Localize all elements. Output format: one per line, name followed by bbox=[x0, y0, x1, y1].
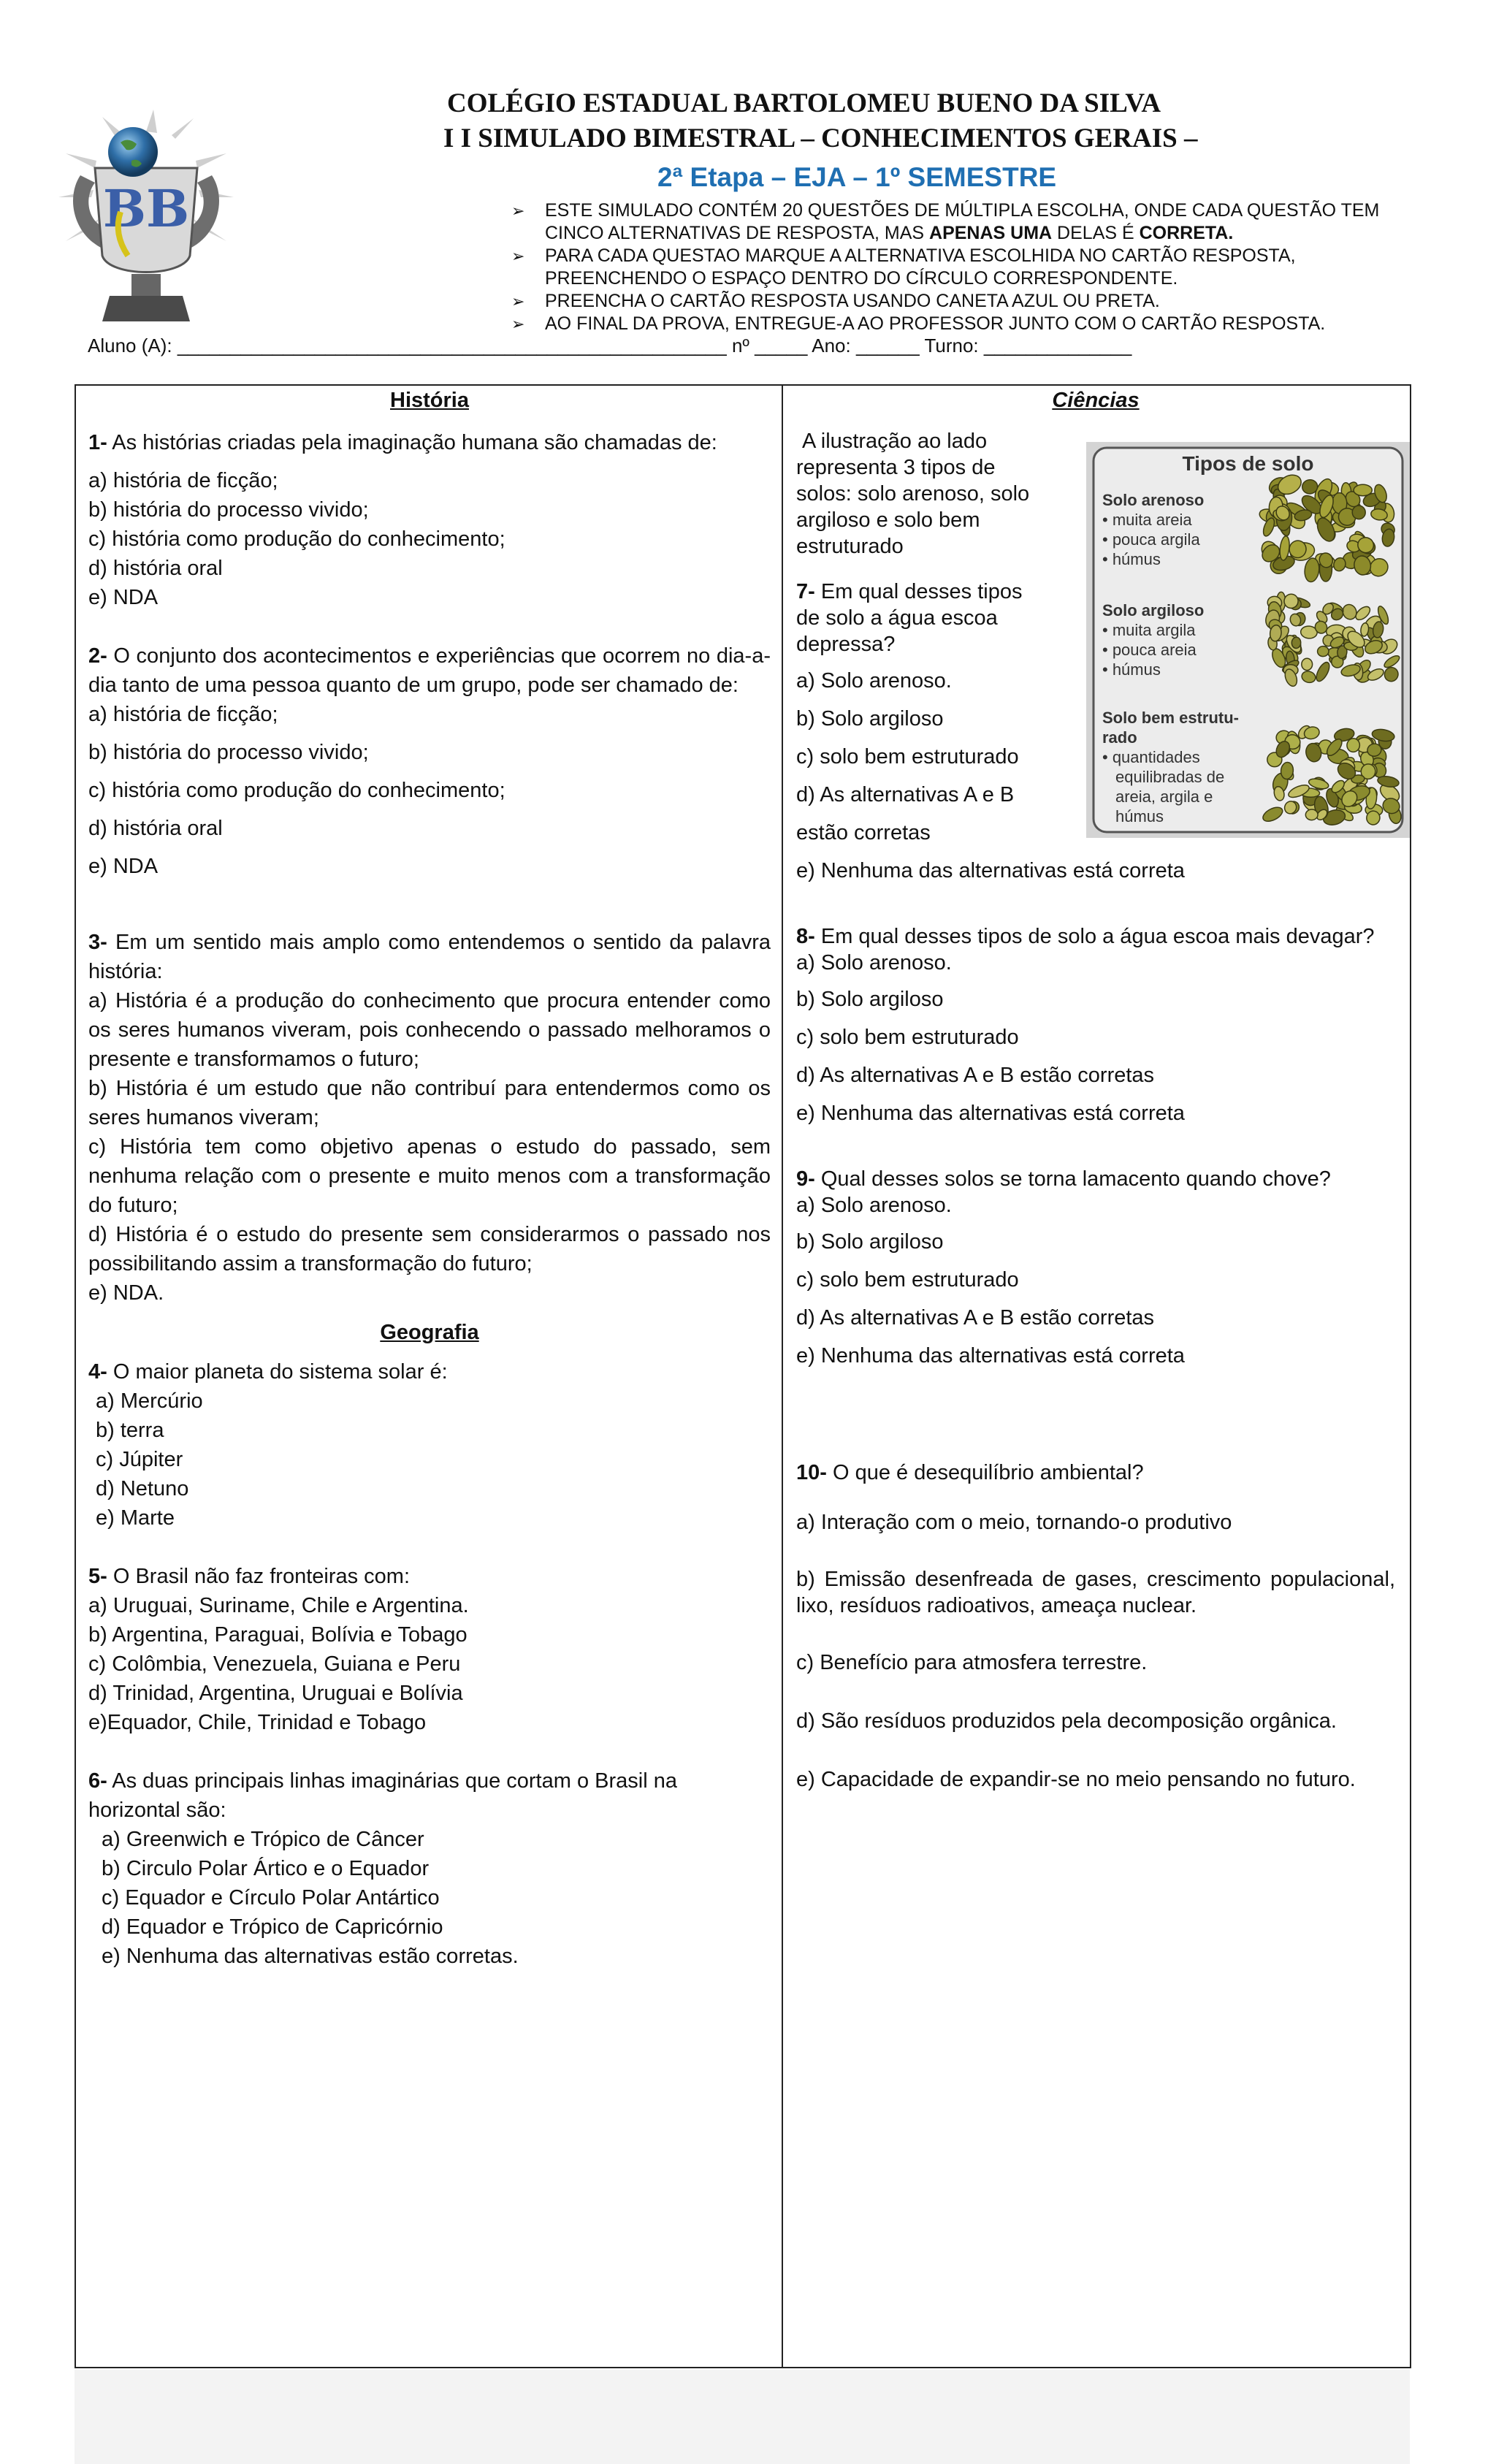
option[interactable]: a) Solo arenoso. bbox=[796, 951, 952, 974]
option[interactable]: b) Emissão desenfreada de gases, crescimento populacional, lixo, resíduos radioativos, ameaça nuclear. bbox=[796, 1568, 1395, 1617]
arrow-bullet-icon: ➢ bbox=[511, 247, 525, 265]
option[interactable]: b) história do processo vivido; bbox=[88, 498, 369, 522]
section-title-ciencias: Ciências bbox=[1052, 389, 1140, 412]
left-column bbox=[88, 386, 771, 1971]
question-2: 2- O conjunto dos acontecimentos e experiências que ocorrem no dia-a-dia tanto de uma pessoa quanto de um grupo, pode ser chamado de: a) história de ficção; b) história do processo vivido; c) história como produção do conhecimento; d) história oral e) NDA bbox=[88, 641, 771, 881]
option[interactable]: e) Nenhuma das alternativas está correta bbox=[796, 1344, 1185, 1368]
option[interactable]: a) Solo arenoso. bbox=[796, 1194, 952, 1217]
option[interactable]: d) As alternativas A e B bbox=[796, 783, 1015, 806]
school-name: COLÉGIO ESTADUAL BARTOLOMEU BUENO DA SILVA bbox=[447, 88, 1161, 118]
option[interactable]: e) Nenhuma das alternativas está correta bbox=[796, 1102, 1185, 1125]
option[interactable]: e) Marte bbox=[96, 1506, 175, 1530]
figure-intro: A ilustração ao lado representa 3 tipos de solos: solo arenoso, solo argiloso e solo bem estruturado bbox=[796, 430, 1030, 558]
option[interactable]: b) Solo argiloso bbox=[796, 707, 944, 731]
option[interactable]: b) Solo argiloso bbox=[796, 988, 944, 1011]
question-8: 8- Em qual desses tipos de solo a água escoa mais devagar? a) Solo arenoso. b) Solo argiloso c) solo bem estruturado d) As alternativas A e B estão corretas e) Nenhuma das alternativas está correta bbox=[796, 923, 1395, 1128]
soil-grain bbox=[1346, 738, 1360, 752]
option[interactable]: a) história de ficção; bbox=[88, 469, 278, 492]
question-10: 10- O que é desequilíbrio ambiental? a) Interação com o meio, tornando-o produtivo b) Emissão desenfreada de gases, crescimento populacional, lixo, resíduos radioativos, ameaça nuclear. c) Benefício para atmosfera terrestre. d) São resíduos produzidos pela decomposição orgânica. e) Capacidade de expandir-se no meio pensando no futuro. bbox=[796, 1458, 1395, 1794]
option[interactable]: a) Solo arenoso. bbox=[796, 669, 952, 693]
svg-text:BB: BB bbox=[102, 178, 190, 239]
option[interactable]: d) história oral bbox=[88, 557, 223, 580]
trophy-globe-icon bbox=[51, 110, 241, 329]
soil-grain bbox=[1302, 658, 1313, 670]
option[interactable]: d) História é o estudo do presente sem considerarmos o passado nos possibilitando assim a transformação do futuro; bbox=[88, 1223, 771, 1275]
question-3: 3- Em um sentido mais amplo como entendemos o sentido da palavra história: a) História é a produção do conhecimento que procura entender como os seres humanos viveram, pois conhecendo o passado melhoramos o presente e transformamos o futuro; b) História é um estudo que não contribuí para entendermos como os seres humanos viveram; c) História tem como objetivo apenas o estudo do passado, sem nenhuma relação com o presente e muito menos com a transformação do futuro; d) História é o estudo do presente sem considerarmos o passado nos possibilitando assim a transformação do futuro; e) NDA. bbox=[88, 928, 771, 1308]
option[interactable]: a) História é a produção do conhecimento que procura entender como os seres humanos viveram, pois conhecendo o passado melhoramos o presente e transformamos o futuro; bbox=[88, 989, 771, 1071]
soil-types-figure bbox=[1086, 442, 1410, 838]
section-title-geografia: Geografia bbox=[380, 1321, 479, 1344]
option[interactable]: c) Benefício para atmosfera terrestre. bbox=[796, 1651, 1148, 1674]
soil-grain bbox=[1317, 646, 1329, 657]
exam-title: I I SIMULADO BIMESTRAL – CONHECIMENTOS GERAIS – bbox=[443, 123, 1198, 153]
option[interactable]: e)Equador, Chile, Trinidad e Tobago bbox=[88, 1711, 427, 1734]
option[interactable]: e) Capacidade de expandir-se no meio pensando no futuro. bbox=[796, 1768, 1356, 1791]
option[interactable]: c) história como produção do conhecimento; bbox=[88, 779, 505, 802]
option[interactable]: a) Uruguai, Suriname, Chile e Argentina. bbox=[88, 1594, 469, 1617]
option[interactable]: e) NDA. bbox=[88, 1281, 164, 1305]
question-9: 9- Qual desses solos se torna lamacento quando chove? a) Solo arenoso. b) Solo argiloso c) solo bem estruturado d) As alternativas A e B estão corretas e) Nenhuma das alternativas está correta bbox=[796, 1166, 1395, 1370]
exam-stage: 2ª Etapa – EJA – 1º SEMESTRE bbox=[657, 162, 1057, 192]
option[interactable]: a) Mercúrio bbox=[96, 1389, 203, 1413]
option[interactable]: c) solo bem estruturado bbox=[796, 745, 1019, 768]
option[interactable]: b) Argentina, Paraguai, Bolívia e Tobago bbox=[88, 1623, 468, 1647]
option[interactable]: c) história como produção do conhecimento; bbox=[88, 527, 505, 551]
arrow-bullet-icon: ➢ bbox=[511, 315, 525, 333]
option[interactable]: e) NDA bbox=[88, 855, 159, 878]
option[interactable]: c) Equador e Círculo Polar Antártico bbox=[102, 1886, 440, 1910]
student-info-line: Aluno (A): ____________________________________________________ nº _____ Ano: ______ Turno: ______________ bbox=[88, 335, 1132, 356]
option[interactable]: d) As alternativas A e B estão corretas bbox=[796, 1306, 1155, 1330]
option[interactable]: e) NDA bbox=[88, 586, 159, 609]
instruction-item: ➢ PARA CADA QUESTAO MARQUE A ALTERNATIVA ESCOLHIDA NO CARTÃO RESPOSTA, PREENCHENDO O ESPAÇO DENTRO DO CÍRCULO CORRESPONDENTE. bbox=[511, 245, 1296, 289]
question-7: 7- Em qual desses tipos de solo a água escoa depressa? a) Solo arenoso. b) Solo argiloso c) solo bem estruturado d) As alternativas A e B estão corretas e) Nenhuma das alternativas está correta bbox=[796, 579, 1395, 885]
instruction-item: ➢ ESTE SIMULADO CONTÉM 20 QUESTÕES DE MÚLTIPLA ESCOLHA, ONDE CADA QUESTÃO TEM CINCO ALTERNATIVAS DE RESPOSTA, MAS APENAS UMA DELAS É CORRETA. bbox=[511, 200, 1380, 243]
question-5: 5- O Brasil não faz fronteiras com: a) Uruguai, Suriname, Chile e Argentina. b) Argentina, Paraguai, Bolívia e Tobago c) Colômbia, Venezuela, Guiana e Peru d) Trinidad, Argentina, Uruguai e Bolívia e)Equador, Chile, Trinidad e Tobago bbox=[88, 1562, 771, 1737]
arrow-bullet-icon: ➢ bbox=[511, 292, 525, 310]
option[interactable]: b) história do processo vivido; bbox=[88, 741, 369, 764]
option[interactable]: a) história de ficção; bbox=[88, 703, 278, 726]
section-title-historia: História bbox=[390, 389, 469, 412]
option[interactable]: c) solo bem estruturado bbox=[796, 1026, 1019, 1049]
arrow-bullet-icon: ➢ bbox=[511, 202, 525, 220]
option[interactable]: d) São resíduos produzidos pela decomposição orgânica. bbox=[796, 1709, 1337, 1733]
option[interactable]: d) As alternativas A e B estão corretas bbox=[796, 1064, 1155, 1087]
option[interactable]: a) Interação com o meio, tornando-o produtivo bbox=[796, 1511, 1232, 1534]
option[interactable]: b) terra bbox=[96, 1419, 164, 1442]
soil-grain bbox=[1305, 809, 1318, 820]
option[interactable]: e) Nenhuma das alternativas estão corretas. bbox=[102, 1945, 519, 1968]
soil-grain bbox=[1291, 637, 1301, 649]
option[interactable]: c) História tem como objetivo apenas o estudo do passado, sem nenhuma relação com o presente e muito menos com a transformação do futuro; bbox=[88, 1135, 771, 1217]
option[interactable]: d) Netuno bbox=[96, 1477, 189, 1500]
soil-label-arenoso: Solo arenoso • muita areia • pouca argila • húmus bbox=[1102, 491, 1205, 568]
option[interactable]: estão corretas bbox=[796, 821, 931, 844]
question-6: 6- As duas principais linhas imaginárias que cortam o Brasil na horizontal são: a) Greenwich e Trópico de Câncer b) Circulo Polar Ártico e o Equador c) Equador e Círculo Polar Antártico d) Equador e Trópico de Capricórnio e) Nenhuma das alternativas estão corretas. bbox=[88, 1766, 771, 1971]
option[interactable]: d) Equador e Trópico de Capricórnio bbox=[102, 1915, 443, 1939]
option[interactable]: b) Solo argiloso bbox=[796, 1230, 944, 1254]
question-4: 4- O maior planeta do sistema solar é: a) Mercúrio b) terra c) Júpiter d) Netuno e) Marte bbox=[88, 1357, 771, 1533]
school-logo bbox=[51, 110, 241, 329]
option[interactable]: d) história oral bbox=[88, 817, 223, 840]
column-divider bbox=[782, 384, 783, 2368]
instructions-list bbox=[511, 199, 1410, 335]
figure-title: Tipos de solo bbox=[1182, 452, 1314, 475]
option[interactable]: c) solo bem estruturado bbox=[796, 1268, 1019, 1292]
option[interactable]: a) Greenwich e Trópico de Câncer bbox=[102, 1828, 424, 1851]
option[interactable]: d) Trinidad, Argentina, Uruguai e Bolívia bbox=[88, 1682, 463, 1705]
instruction-item: ➢ PREENCHA O CARTÃO RESPOSTA USANDO CANETA AZUL OU PRETA. bbox=[511, 291, 1160, 311]
soil-label-argiloso: Solo argiloso • muita argila • pouca areia • húmus bbox=[1102, 601, 1205, 679]
question-1: 1- As histórias criadas pela imaginação humana são chamadas de: a) história de ficção; b) história do processo vivido; c) história como produção do conhecimento; d) história oral e) NDA bbox=[88, 428, 771, 612]
soil-grain bbox=[1354, 484, 1372, 495]
bottom-strip bbox=[75, 2370, 1410, 2464]
option[interactable]: e) Nenhuma das alternativas está correta bbox=[796, 859, 1185, 882]
soil-label-bem-estruturado: Solo bem estrutu- rado • quantidades equilibradas de areia, argila e húmus bbox=[1102, 709, 1240, 825]
option[interactable]: c) Júpiter bbox=[96, 1448, 183, 1471]
option[interactable]: b) História é um estudo que não contribuí para entendermos como os seres humanos viveram; bbox=[88, 1077, 771, 1129]
instruction-item: ➢ AO FINAL DA PROVA, ENTREGUE-A AO PROFESSOR JUNTO COM O CARTÃO RESPOSTA. bbox=[511, 313, 1326, 334]
option[interactable]: b) Circulo Polar Ártico e o Equador bbox=[102, 1857, 430, 1880]
option[interactable]: c) Colômbia, Venezuela, Guiana e Peru bbox=[88, 1652, 461, 1676]
